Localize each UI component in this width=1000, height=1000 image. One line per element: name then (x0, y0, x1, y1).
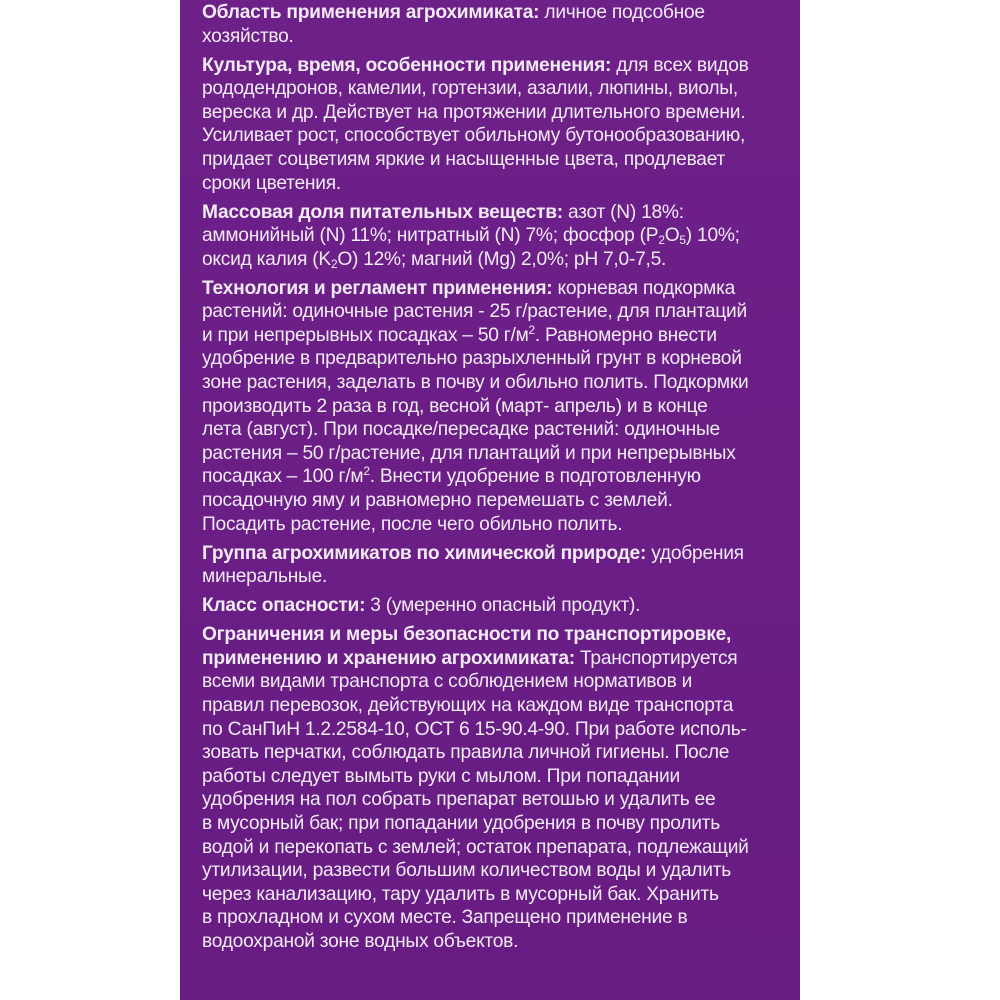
text-fragment: оксид калия (K (202, 248, 331, 270)
section-text: личное подсобное (539, 2, 705, 23)
text-line: минеральные. (202, 566, 328, 588)
section-text: удобрения (646, 542, 744, 564)
section-hazard-class (202, 594, 798, 618)
text-line: водой и перекопать с землей; остаток препарата, подлежащий (202, 836, 749, 858)
subscript: 2 (330, 256, 338, 271)
text-line: всеми видами транспорта с соблюдением нормативов и (202, 671, 693, 693)
subscript: 2 (658, 233, 665, 248)
text-line: придает соцветиям яркие и насыщенные цвета, продлевает (202, 148, 726, 170)
text-line (202, 224, 798, 248)
text-line: удобрения на пол собрать препарат ветошью и удалить ее (202, 789, 716, 811)
text-line (202, 324, 798, 348)
text-line (202, 277, 798, 301)
text-fragment: . Равномерно внести (534, 324, 717, 346)
text-line: рододендронов, камелии, гортензии, азалии, люпины, виолы, (202, 78, 738, 100)
text-line (202, 594, 798, 618)
text-fragment: O) 12%; магний (Mg) 2,0%; pH 7,0-7,5. (337, 248, 667, 270)
text-line: сроки цветения. (202, 172, 341, 194)
text-line: в мусорный бак; при попадании удобрения в почву пролить (202, 812, 720, 834)
section-chemical-group (202, 542, 798, 589)
section-text: корневая подкормка (552, 277, 736, 299)
label-text-block (202, 1, 798, 959)
text-line: зоне растения, заделать в почву и обильно полить. Подкормки (202, 372, 749, 394)
section-crop-usage (202, 54, 798, 196)
text-line: по СанПиН 1.2.2584-10, ОСТ 6 15-90.4-90. При работе исполь- (202, 718, 747, 740)
product-label-panel (180, 0, 800, 1000)
text-line (202, 465, 798, 489)
text-line (202, 542, 798, 566)
text-fragment: ) 10%; (685, 225, 740, 247)
superscript: 2 (528, 322, 535, 337)
subscript: 5 (679, 233, 686, 248)
section-application-area (202, 1, 798, 48)
text-line: удобрение в предварительно разрыхленный грунт в корневой (202, 348, 742, 370)
text-line: растений: одиночные растения - 25 г/растение, для плантаций (202, 301, 747, 323)
section-text: азот (N) 18%: (562, 201, 684, 223)
text-fragment: и при непрерывных посадках – 50 г/м (202, 324, 529, 346)
text-line: утилизации, развести большим количеством воды и удалить (202, 860, 731, 882)
text-line: производить 2 раза в год, весной (март- апрель) и в конце (202, 395, 708, 417)
section-heading: Технология и регламент применения: (202, 277, 553, 299)
section-text: 3 (умеренно опасный продукт). (365, 595, 641, 617)
section-heading: Ограничения и меры безопасности по транспортировке, (202, 624, 732, 646)
text-line: водоохраной зоне водных объектов. (202, 930, 519, 952)
text-line (202, 54, 798, 78)
section-heading: Массовая доля питательных веществ: (202, 201, 563, 223)
text-line: Посадить растение, после чего обильно полить. (202, 513, 623, 535)
section-text: Транспортируется (574, 647, 738, 669)
text-line (202, 201, 798, 225)
text-line (202, 647, 798, 671)
text-line: посадочную яму и равномерно перемешать с землей. (202, 490, 673, 512)
section-heading: Культура, время, особенности применения: (202, 54, 612, 76)
text-line: работы следует вымыть руки с мылом. При попадании (202, 765, 680, 787)
superscript: 2 (363, 464, 370, 479)
text-line: лета (август). При посадке/пересадке растений: одиночные (202, 419, 720, 441)
section-text: для всех видов (611, 54, 749, 76)
text-line (202, 1, 798, 25)
section-heading: Класс опасности: (202, 595, 366, 617)
text-line: через канализацию, тару удалить в мусорный бак. Хранить (202, 883, 719, 905)
text-line: растения – 50 г/растение, для плантаций и при непрерывных (202, 442, 736, 464)
section-nutrients (202, 201, 798, 272)
text-line: хозяйство. (202, 25, 294, 47)
section-safety-restrictions (202, 623, 798, 953)
text-fragment: аммонийный (N) 11%; нитратный (N) 7%; фосфор (P (202, 225, 659, 247)
text-line (202, 248, 798, 272)
text-line: вереска и др. Действует на протяжении длительного времени. (202, 101, 746, 123)
text-line: зовать перчатки, соблюдать правила личной гигиены. После (202, 742, 730, 764)
text-line: Усиливает рост, способствует обильному бутонообразованию, (202, 125, 746, 147)
text-fragment: посадках – 100 г/м (202, 466, 364, 488)
text-fragment: O (664, 225, 680, 247)
section-heading: Группа агрохимикатов по химической природе: (202, 542, 647, 564)
text-line: правил перевозок, действующих на каждом виде транспорта (202, 694, 734, 716)
section-heading: применению и хранению агрохимиката: (202, 647, 575, 669)
text-line: в прохладном и сухом месте. Запрещено применение в (202, 907, 688, 929)
section-technology (202, 277, 798, 537)
text-fragment: . Внести удобрение в подготовленную (369, 466, 701, 488)
section-heading: Область применения агрохимиката: (202, 2, 540, 23)
